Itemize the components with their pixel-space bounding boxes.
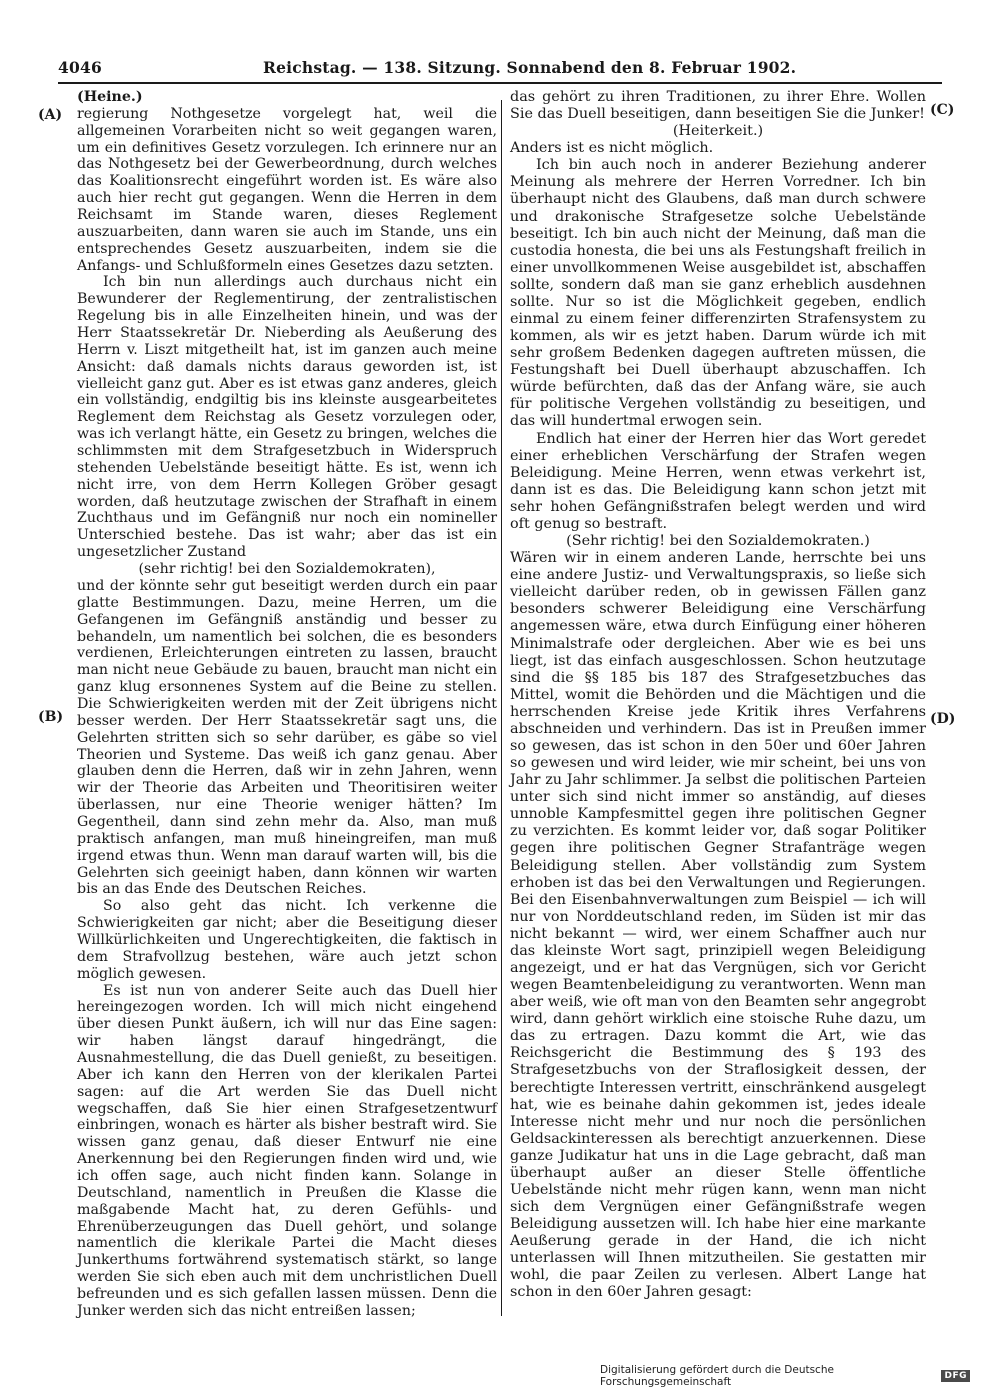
- margin-mark-a: (A): [38, 107, 63, 123]
- running-title: Reichstag. — 138. Sitzung. Sonnabend den 8. Februar 1902.: [263, 58, 797, 77]
- paragraph: Ich bin nun allerdings auch durchaus nicht ein Bewunderer der Reglementirung, der zentralistischen Regelung bis in alle Einzelheiten hinein, und was der Herr Staatssekretär Dr. Nieberding als Aeußerung des Herrn v. Liszt mitgetheilt hat, ist im ganzen auch meine Ansicht: daß damals nichts daraus geworden ist, ist vielleicht ganz gut. Aber es ist etwas ganz anderes, gleich ein vollständig, endgiltig bis ins kleinste ausgearbeitetes Reglement dem Reichstag als Gesetz vorzulegen oder, was ich verlangt hätte, ein Gesetz zu bringen, welches die schlimmsten mit dem Strafgesetzbuch in Widerspruch stehenden Uebelstände beseitigt hätte. Es ist, wenn ich nicht irre, von dem Herrn Kollegen Gröber gesagt worden, daß heutzutage zwischen der Strafhaft in einem Zuchthaus und im Gefängniß nur noch ein nomineller Unterschied bestehe. Das ist wahr; aber das ist ein ungesetzlicher Zustand: [77, 274, 497, 561]
- interjection: (Heiterkeit.): [672, 123, 764, 140]
- column-divider: [501, 100, 502, 1316]
- paragraph: Ich bin auch noch in anderer Beziehung anderer Meinung als mehrere der Herren Vorredner. Ich bin überhaupt nicht des Glaubens, daß man durch schwere und drakonische Strafgesetze solche Uebelstände beseitigt. Ich bin auch nicht der Meinung, daß man die custodia honesta, die bei uns als Festungshaft freilich in einer unvollkommenen Weise ausgebildet ist, abschaffen sollte, sondern daß man sie ganz erheblich ausdehnen sollte. Nur so ist die Möglichkeit gegeben, endlich einmal zu einem feiner differenzirten Strafensystem zu kommen, als wir es jetzt haben. Darum würde ich mit sehr großem Bedenken dagegen auftreten müssen, die Festungshaft bei Duell überhaupt abzuschaffen. Ich würde befürchten, daß das der Anfang wäre, sie auch für politische Vergehen vollständig zu beseitigen, und das will hundertmal erwogen sein.: [510, 157, 926, 430]
- margin-mark-c: (C): [930, 102, 955, 118]
- speaker-label: (Heine.): [77, 89, 143, 105]
- paragraph: So also geht das nicht. Ich verkenne die Schwierigkeiten gar nicht; aber die Beseitigung dieser Willkürlichkeiten und Ungerechtigkeiten, die faktisch in dem Strafvollzug bestehen, wäre auch jetzt schon möglich gewesen.: [77, 898, 497, 982]
- paragraph: Anders ist es nicht möglich.: [510, 140, 714, 157]
- footer: [600, 1364, 970, 1388]
- paragraph: regierung Nothgesetze vorgelegt hat, weil die allgemeinen Vorarbeiten nicht so weit gegangen waren, um ein definitives Gesetz vorzulegen. Ich erinnere nur an das Nothgesetz bei der Gewerbeordnung, durch welches das Koalitionsrecht eingeführt worden ist. Es wäre also auch hier recht gut gegangen. Wenn die Herren in dem Reichsamt im Stande waren, dieses Reglement auszuarbeiten, dann waren sie auch im Stande, uns ein entsprechendes Gesetz auszuarbeiten, indem sie die Anfangs- und Schlußformeln eines Gesetzes dazu setzten.: [77, 105, 497, 274]
- interjection: (Sehr richtig! bei den Sozialdemokraten.): [566, 533, 870, 550]
- left-column: [77, 89, 497, 1320]
- margin-mark-b: (B): [38, 709, 64, 725]
- page-number: 4046: [58, 58, 102, 77]
- paragraph: Endlich hat einer der Herren hier das Wort geredet einer erheblichen Verschärfung der Strafen wegen Beleidigung. Meine Herren, wenn etwas verkehrt ist, dann ist es das. Die Beleidigung kann schon jetzt mit sehr hohen Gefängnißstrafen belegt werden und wird oft genug so bestraft.: [510, 430, 926, 532]
- page-header: [58, 58, 942, 80]
- margin-mark-d: (D): [930, 711, 956, 727]
- paragraph: Es ist nun von anderer Seite auch das Duell hier hereingezogen worden. Ich will mich nicht eingehend über diesen Punkt äußern, ich will nur das Eine sagen: wir haben längst darauf hingedrängt, die Ausnahmestellung, die das Duell genießt, zu beseitigen. Aber ich kann den Herren von der klerikalen Partei sagen: auf die Art werden Sie das Duell nicht wegschaffen, daß Sie hier einen Strafgesetzentwurf einbringen, wonach es härter als bisher bestraft wird. Sie wissen ganz genau, daß dieser Entwurf nie eine Anerkennung bei den Regierungen finden wird und, wie ich offen sage, auch nicht finden kann. Solange in Deutschland, namentlich in Preußen die Klasse die maßgabende Macht hat, zu deren Gefühls- und Ehrenüberzeugungen das Duell gehört, und solange namentlich die klerikale Partei die Macht dieses Junkerthums fortwährend systematisch stärkt, so lange werden Sie sich eben auch mit dem unchristlichen Duell befreunden und es sich gefallen lassen müssen. Denn die Junker werden sich das nicht entreißen lassen;: [77, 982, 497, 1319]
- paragraph: das gehört zu ihren Traditionen, zu ihrer Ehre. Wollen Sie das Duell beseitigen, dann beseitigen Sie die Junker!: [510, 89, 926, 123]
- paragraph: und der könnte sehr gut beseitigt werden durch ein paar glatte Bestimmungen. Dazu, meine Herren, um die Gefangenen im Gefängniß anständig und besser zu behandeln, um namentlich bei solchen, die es besonders verdienen, Erleichterungen eintreten zu lassen, braucht man nicht neue Gebäude zu bauen, braucht man nicht ein ganz klug ersonnenes System auf die Beine zu stellen. Die Schwierigkeiten werden mit der Zeit übrigens nicht besser werden. Der Herr Staatssekretär sagt uns, die Gelehrten stritten sich so sehr darüber, es gäbe so viel Theorien und Systeme. Das weiß ich ganz genau. Aber glauben denn die Herren, daß wir in zehn Jahren, wenn wir der Theorie das Arbeiten und Theoritisiren weiter überlassen, nur eine Theorie weniger hätten? Im Gegentheil, dann sind zehn mehr da. Also, man muß praktisch anfangen, man muß hineingreifen, man muß irgend etwas thun. Wenn man darauf warten will, bis die Gelehrten sich geeinigt haben, dann können wir warten bis an das Ende des Deutschen Reiches.: [77, 577, 497, 898]
- dfg-logo: DFG: [941, 1370, 970, 1382]
- interjection: (sehr richtig! bei den Sozialdemokraten),: [138, 561, 436, 578]
- header-rule: [58, 82, 942, 84]
- right-column: [510, 89, 926, 1302]
- paragraph: Wären wir in einem anderen Lande, herrschte bei uns eine andere Justiz- und Verwaltungspraxis, so ließe sich vielleicht darüber reden, ob in gewissen Fällen ganz besonders schwerer Beleidigung eine Verschärfung angemessen wäre, etwa durch Einfügung einer höheren Minimalstrafe oder dergleichen. Aber wie es bei uns liegt, ist das einfach ausgeschlossen. Schon heutzutage sind die §§ 185 bis 187 des Strafgesetzbuches das Mittel, womit die Behörden und die Mächtigen und die herrschenden Kreise jede Kritik ihres Verfahrens abschneiden und verhindern. Das ist in Preußen immer so gewesen, das ist schon in den 50er und 60er Jahren so gewesen und wird leider, wie mir scheint, bei uns von Jahr zu Jahr schlimmer. Ja selbst die politischen Parteien unter sich sind nicht immer so anständig, auf dieses unnoble Kampfesmittel gegen ihre politischen Gegner zu verzichten. Es kommt leider vor, daß sogar Politiker gegen ihre politischen Gegner Strafanträge wegen Beleidigung stellen. Aber vollständig zum System erhoben ist das bei den Verwaltungen und Regierungen. Bei den Eisenbahnverwaltungen zum Beispiel — ich will nur von Norddeutschland reden, im Süden ist mir das nicht bekannt — wird, wer einem Schaffner auch nur das kleinste Wort sagt, prinzipiell wegen Beleidigung angezeigt, und er hat das Vergnügen, sich vor Gericht wegen Beamtenbeleidigung zu verantworten. Wenn man aber weiß, wie oft man von den Beamten sehr angegrobt wird, dann gehört wirklich eine stoische Ruhe dazu, um das zu ertragen. Dazu kommt die Art, wie das Reichsgericht die Bestimmung des § 193 des Strafgesetzbuchs von der Straflosigkeit dessen, der berechtigte Interessen vertritt, einschränkend ausgelegt hat, wie es beinahe dahin gekommen ist, jedes ideale Interesse nicht mehr und nur noch die persönlichen Geldsackinteressen als berechtigt anzuerkennen. Diese ganze Judikatur hat uns in die Lage gebracht, daß man überhaupt außer an dieser Stelle öffentliche Uebelstände nicht mehr rügen kann, wenn man nicht sich dem Vergnügen einer Gefängnißstrafe wegen Beleidigung aussetzen will. Ich habe hier eine markante Aeußerung gerade in der Hand, die ich nicht unterlassen will Ihnen mitzutheilen. Sie gestatten mir wohl, die paar Zeilen zu verlesen. Albert Lange hat schon in den 60er Jahren gesagt:: [510, 550, 927, 1301]
- footer-credit: Digitalisierung gefördert durch die Deutsche Forschungsgemeinschaft: [600, 1364, 834, 1388]
